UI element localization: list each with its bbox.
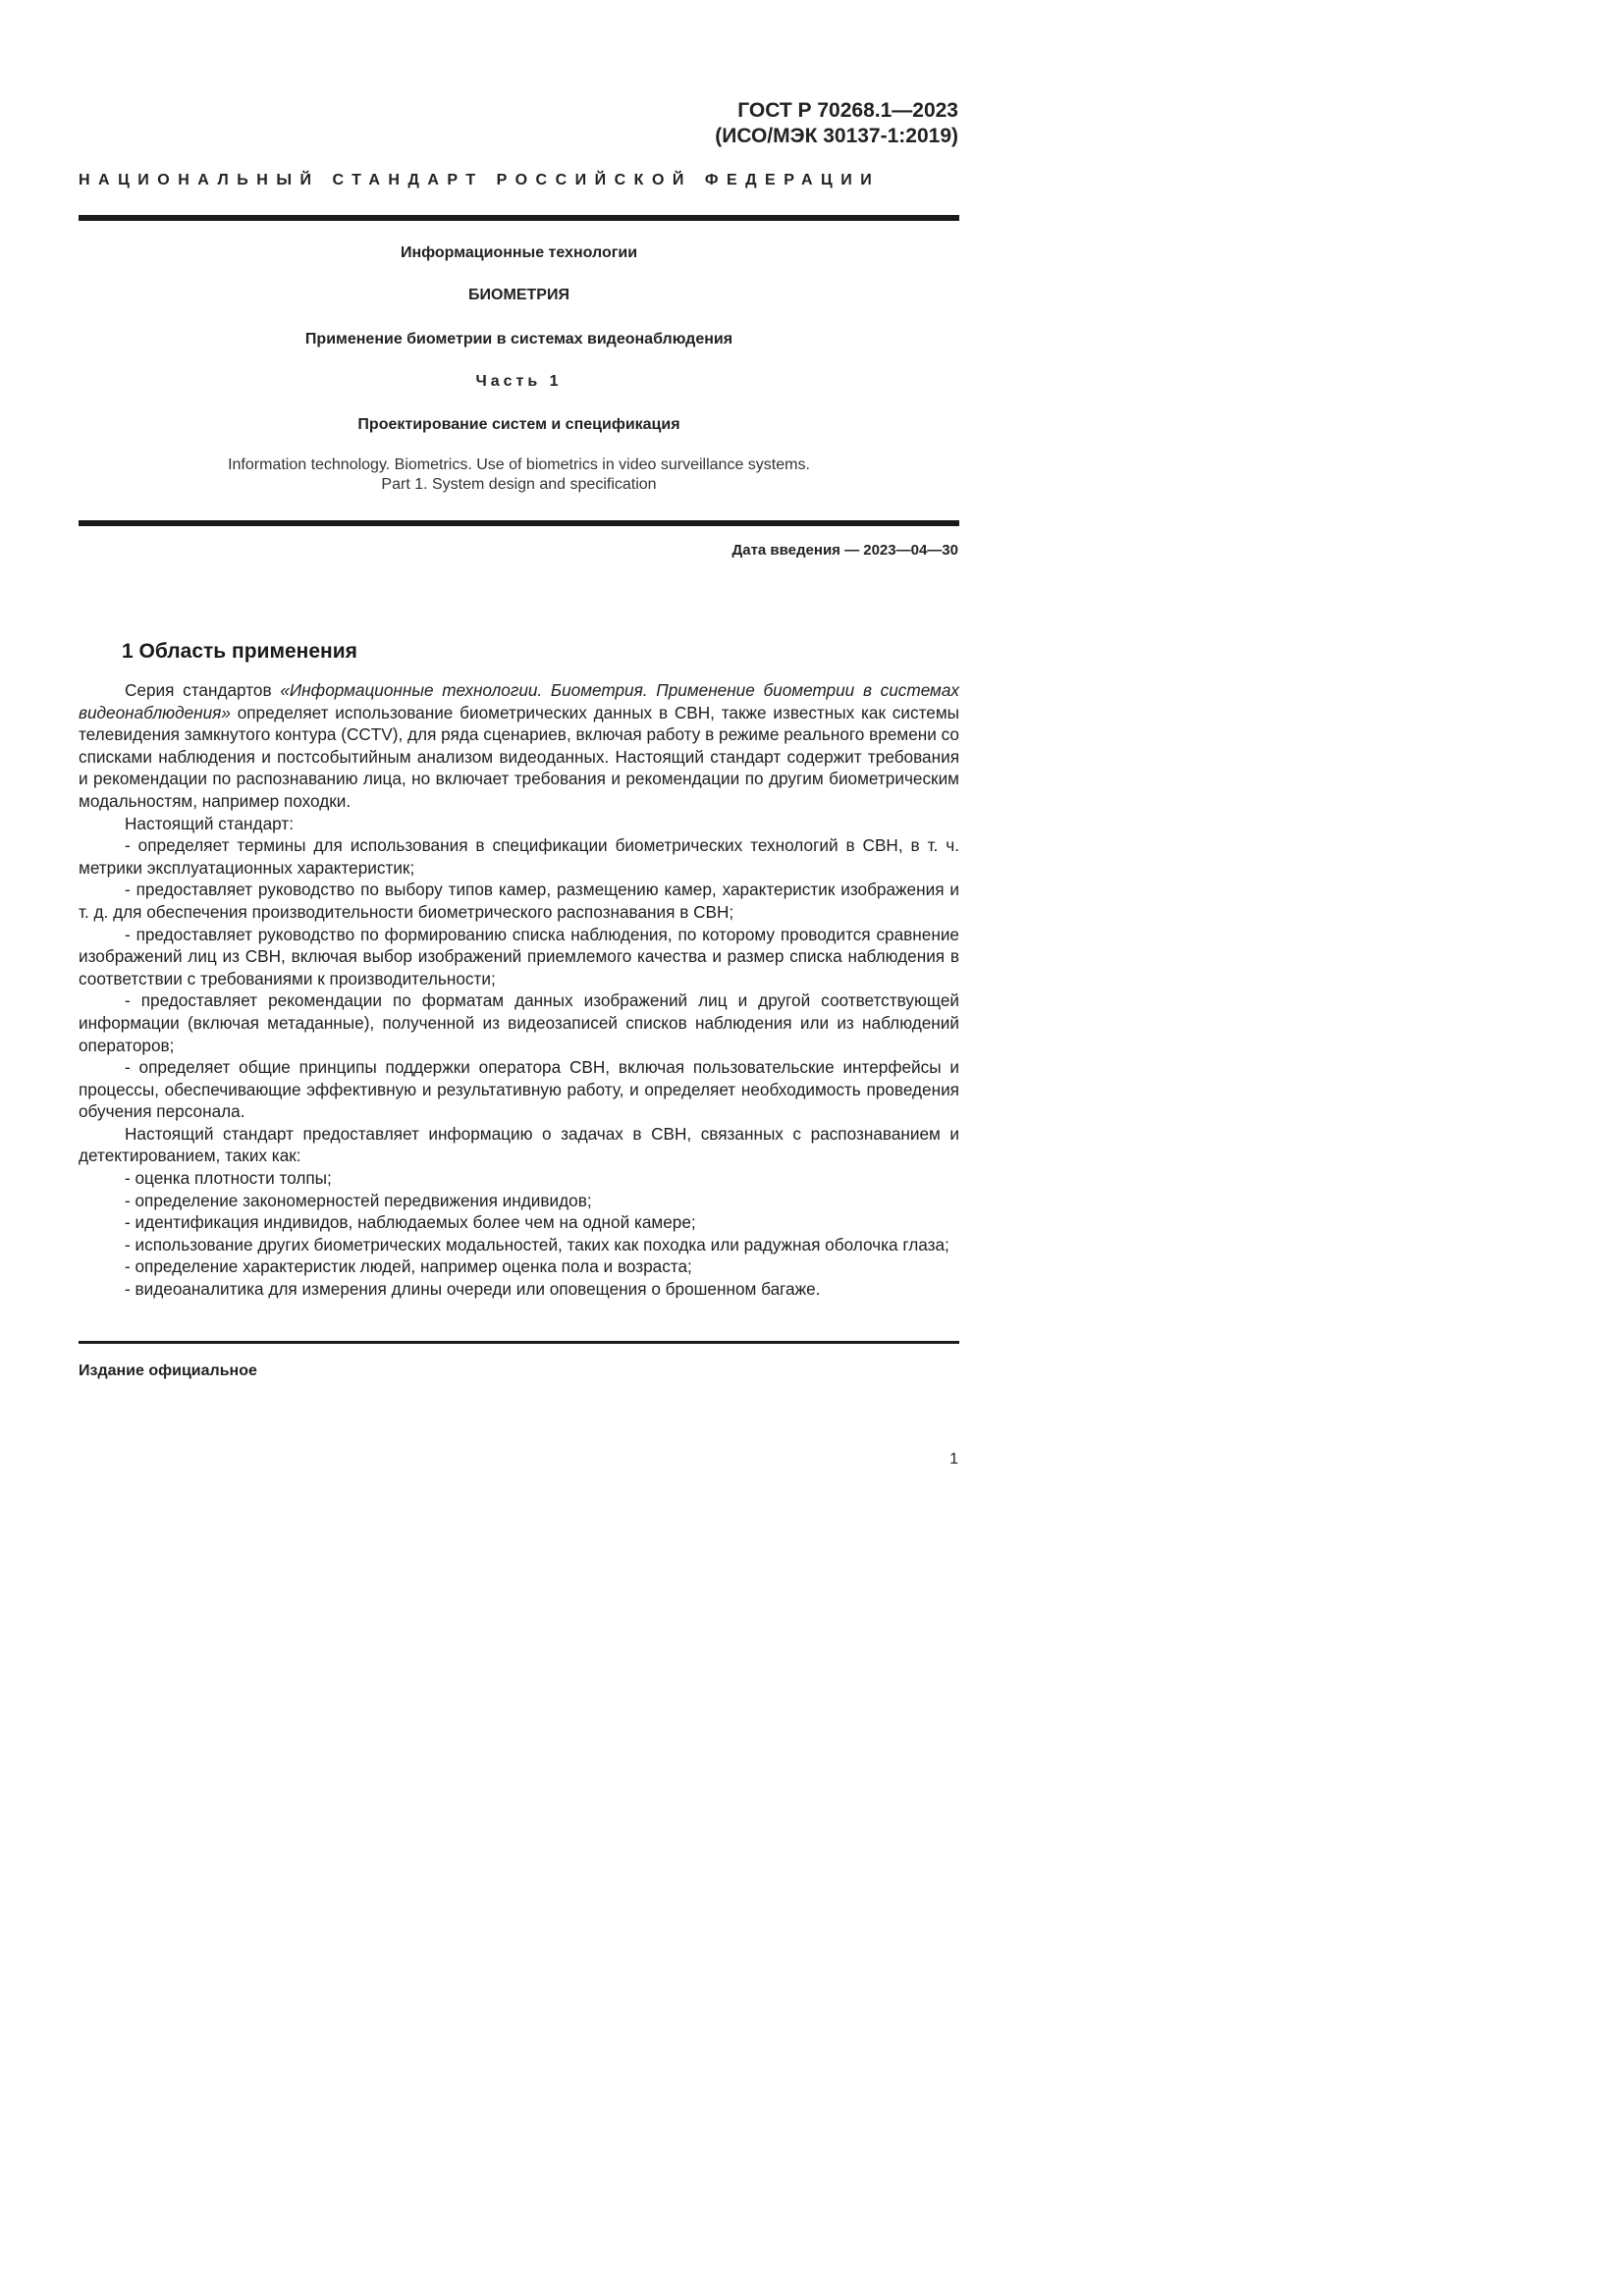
title-part: Часть 1 <box>475 373 563 390</box>
list-item: - определение характеристик людей, например оценка пола и возраста; <box>125 1256 692 1277</box>
list-item: - определяет общие принципы поддержки оператора СВН, включая пользовательские интерфейсы и процессы, обеспечивающие эффективную и результативную работу, и определяет необходимость проведения обучения персонала. <box>79 1057 959 1122</box>
list-item: - предоставляет руководство по выбору типов камер, размещению камер, характеристик изображения и т. д. для обеспечения производительности биометрического распознавания в СВН; <box>79 880 959 922</box>
lead-paragraph-2: Настоящий стандарт предоставляет информацию о задачах в СВН, связанных с распознаванием и детектированием, таких как: <box>79 1123 959 1166</box>
list-item: - идентификация индивидов, наблюдаемых более чем на одной камере; <box>125 1212 696 1233</box>
english-title <box>79 455 959 495</box>
section-heading: 1 Область применения <box>122 640 357 663</box>
title-line-2: БИОМЕТРИЯ <box>468 287 569 303</box>
title-line-1: Информационные технологии <box>400 244 638 261</box>
introduction-date: Дата введения — 2023—04—30 <box>731 542 958 559</box>
section-body <box>79 679 959 1301</box>
list-item: - определение закономерностей передвижения индивидов; <box>125 1190 592 1210</box>
english-title-line-1: Information technology. Biometrics. Use of biometrics in video surveillance systems. <box>228 456 810 473</box>
title-line-3: Применение биометрии в системах видеонаблюдения <box>304 331 733 347</box>
iso-number: (ИСО/МЭК 30137-1:2019) <box>715 125 958 147</box>
list-item: - оценка плотности толпы; <box>125 1168 332 1189</box>
footer-divider <box>79 1341 959 1344</box>
top-divider <box>79 215 959 221</box>
list-item: - предоставляет рекомендации по форматам данных изображений лиц и другой соответствующей информации (включая метаданные), полученной из видеозаписей списков наблюдения или из наблюдений операторов; <box>79 990 959 1055</box>
list-item: - использование других биометрических модальностей, таких как походка или радужная оболочка глаза; <box>125 1234 949 1255</box>
intro-prefix: Серия стандартов <box>125 680 281 700</box>
lead-paragraph-1: Настоящий стандарт: <box>125 813 294 833</box>
standard-number: ГОСТ Р 70268.1—2023 <box>737 99 958 122</box>
list-item: - предоставляет руководство по формированию списка наблюдения, по которому проводится сравнение изображений лиц из СВН, включая выбор изображений приемлемого качества и размер списка наблюдения в соответствии с требованиями к производительности; <box>79 924 959 988</box>
national-standard-banner: НАЦИОНАЛЬНЫЙ СТАНДАРТ РОССИЙСКОЙ ФЕДЕРАЦИИ <box>79 172 881 188</box>
title-divider <box>79 520 959 526</box>
intro-paragraph <box>79 679 959 813</box>
english-title-line-2: Part 1. System design and specification <box>381 476 657 493</box>
title-line-5: Проектирование систем и спецификация <box>357 416 680 433</box>
page-number: 1 <box>949 1451 958 1468</box>
standard-number-block <box>715 98 958 149</box>
intro-rest: определяет использование биометрических данных в СВН, также известных как системы телевидения замкнутого контура (CCTV), для ряда сценариев, включая работу в режиме реального времени со списками наблюдения и постсобытийным анализом видеоданных. Настоящий стандарт содержит требования и рекомендации по распознаванию лица, но включает требования и рекомендации по другим биометрическим модальностям, например походки. <box>79 702 959 811</box>
list-item: - определяет термины для использования в спецификации биометрических технологий в СВН, в т. ч. метрики эксплуатационных характеристик; <box>79 835 959 878</box>
intro-series-title: «Информационные технологии. Биометрия. Применение биометрии в системах видеонаблюдения» <box>79 680 959 722</box>
list-item: - видеоаналитика для измерения длины очереди или оповещения о брошенном багаже. <box>125 1279 821 1300</box>
official-edition-label: Издание официальное <box>79 1362 257 1379</box>
